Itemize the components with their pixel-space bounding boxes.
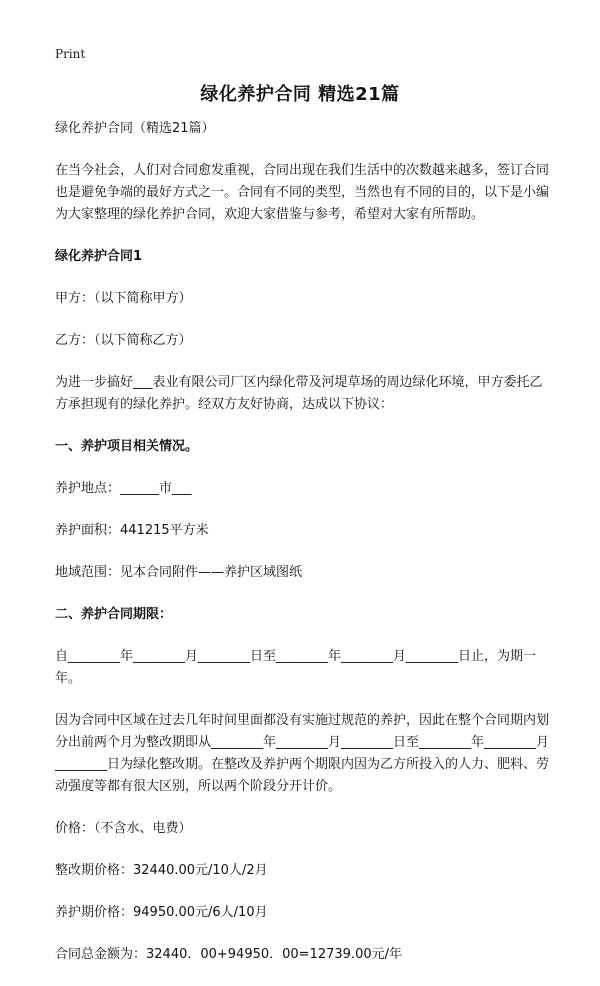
maintenance-price-line: 养护期价格：94950.00元/6人/10月 — [55, 905, 268, 920]
rectification-paragraph: 因为合同中区域在过去几年时间里面都没有实施过规范的养护，因此在整个合同期内划分出前两个月为整改期即从________年________月________日至________年________月________日为绿化整改期。在整改及养护两个期限内因为乙方所投入的人力、肥料、劳动强度等都有很大区别，所以两个阶段分开计价。 — [55, 713, 550, 794]
purpose-paragraph: 为进一步搞好___表业有限公司厂区内绿化带及河堤草场的周边绿化环境，甲方委托乙方承担现有的绿化养护。经双方友好协商，达成以下协议： — [55, 375, 543, 412]
subtitle-paragraph: 绿化养护合同（精选21篇） — [55, 121, 215, 136]
section-heading-project: 一、养护项目相关情况。 — [55, 439, 199, 454]
contract-heading: 绿化养护合同1 — [55, 249, 143, 264]
party-a-line: 甲方：（以下简称甲方） — [55, 291, 192, 306]
location-line: 养护地点：______市___ — [55, 481, 192, 496]
document-body — [55, 118, 550, 986]
document-title: 绿化养护合同 精选21篇 — [200, 84, 400, 105]
party-b-line: 乙方：（以下简称乙方） — [55, 333, 192, 348]
print-label: Print — [55, 47, 86, 61]
price-line: 价格：（不含水、电费） — [55, 821, 192, 836]
area-line: 养护面积：441215平方米 — [55, 523, 209, 538]
total-amount-line: 合同总金额为：32440．00+94950．00=12739.00元/年 — [55, 947, 402, 962]
section-heading-term: 二、养护合同期限： — [55, 607, 173, 622]
intro-paragraph: 在当今社会，人们对合同愈发重视，合同出现在我们生活中的次数越来越多，签订合同也是避免争端的最好方式之一。合同有不同的类型，当然也有不同的目的，以下是小编为大家整理的绿化养护合同，欢迎大家借鉴与参考，希望对大家有所帮助。 — [55, 163, 550, 222]
scope-line: 地域范围：见本合同附件——养护区域图纸 — [55, 565, 303, 580]
rectification-price-line: 整改期价格：32440.00元/10人/2月 — [55, 863, 268, 878]
term-paragraph: 自________年________月________日至________年________月________日止，为期一年。 — [55, 649, 537, 686]
